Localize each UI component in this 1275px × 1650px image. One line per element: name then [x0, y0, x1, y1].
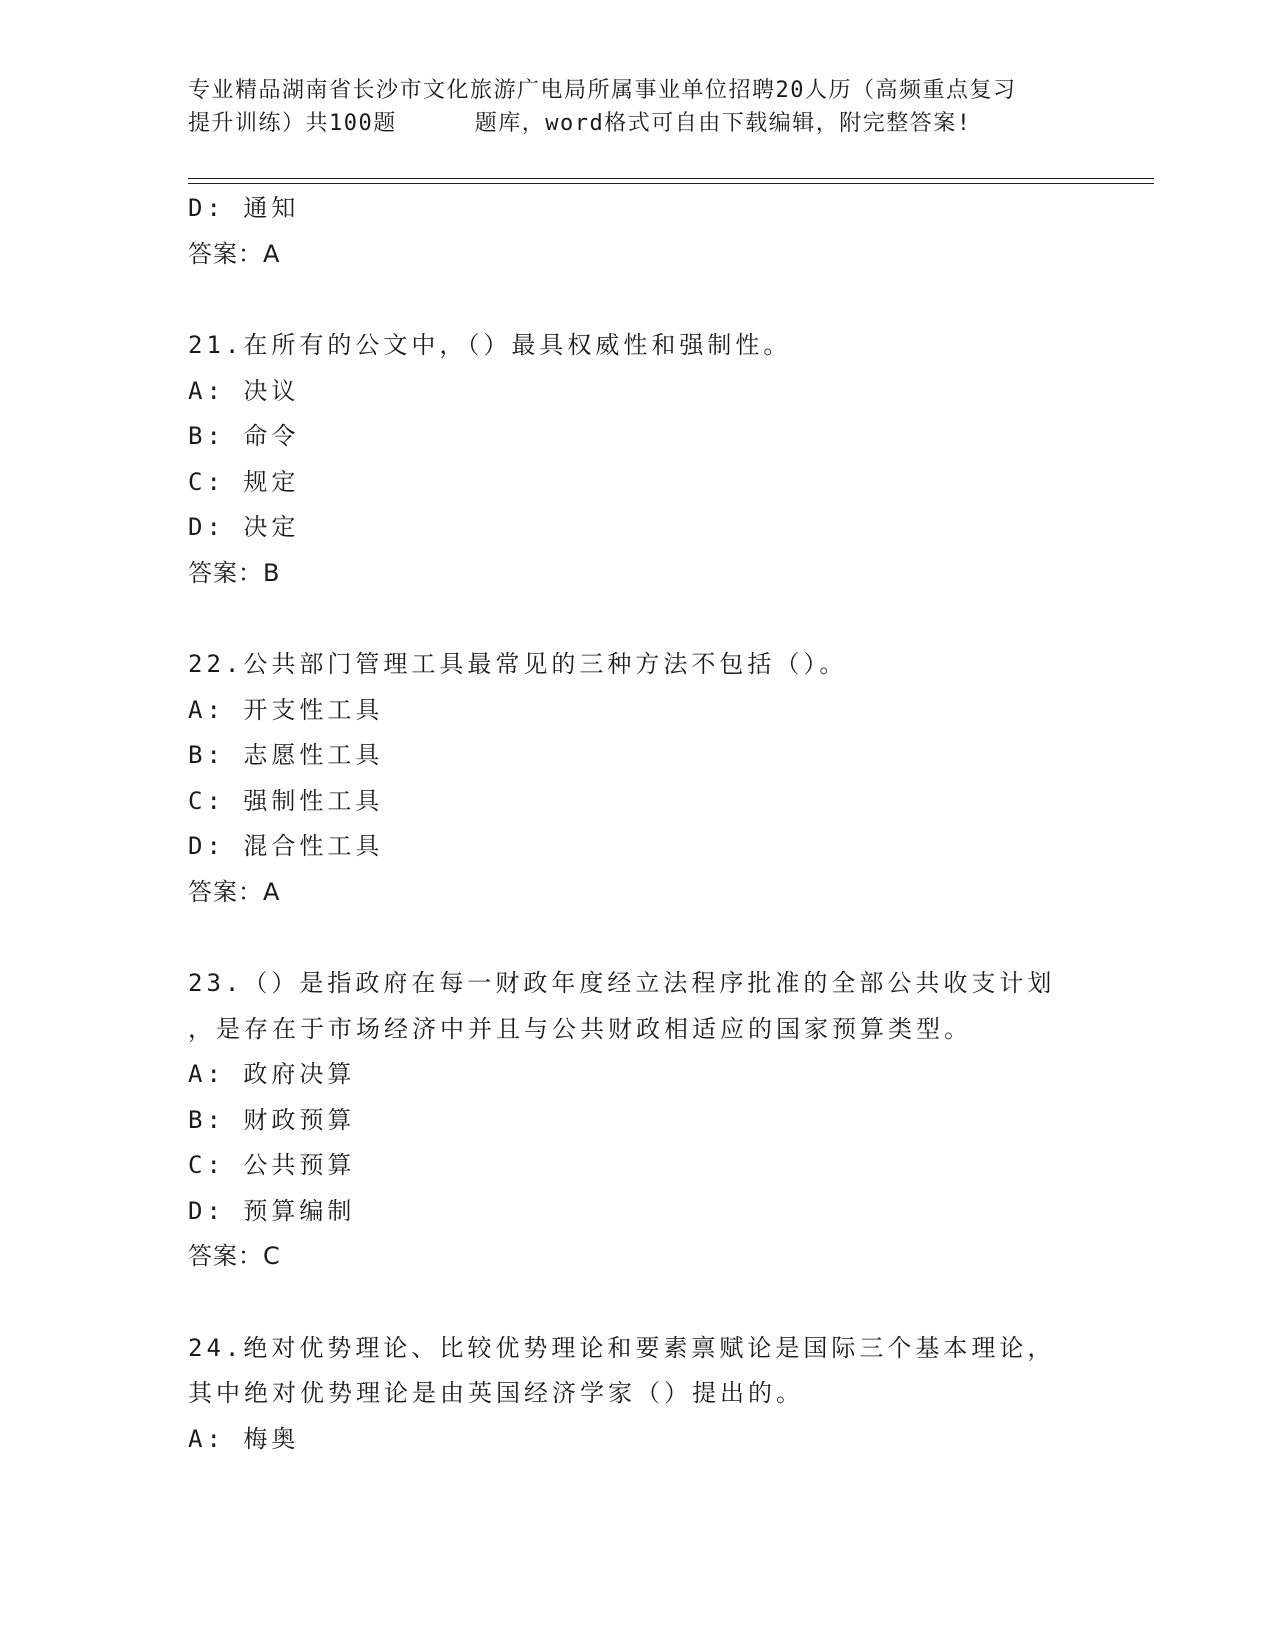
- option-a: A: 梅奥: [188, 1424, 300, 1453]
- option-d: D: 通知: [188, 194, 300, 222]
- option-c: C: 公共预算: [188, 1151, 356, 1179]
- option-d: D: 预算编制: [188, 1196, 356, 1225]
- question-stem-continued: 其中绝对优势理论是由英国经济学家（）提出的。: [188, 1379, 804, 1407]
- option-a: A: 政府决算: [188, 1060, 356, 1088]
- header-rule-top: [188, 178, 1154, 179]
- option-b: B: 财政预算: [188, 1105, 356, 1134]
- question-stem: 22.公共部门管理工具最常见的三种方法不包括（）。: [188, 650, 848, 678]
- option-c: C: 规定: [188, 467, 300, 496]
- answer: 答案：C: [188, 1242, 281, 1270]
- header-line-1: 专业精品湖南省长沙市文化旅游广电局所属事业单位招聘20人历（高频重点复习: [188, 78, 1017, 103]
- question-stem: 23.（）是指政府在每一财政年度经立法程序批准的全部公共收支计划: [188, 969, 1056, 997]
- option-c: C: 强制性工具: [188, 786, 384, 815]
- option-a: A: 决议: [188, 376, 300, 405]
- option-d: D: 决定: [188, 513, 300, 541]
- answer: 答案：A: [188, 877, 281, 906]
- question-stem-continued: ，是存在于市场经济中并且与公共财政相适应的国家预算类型。: [188, 1014, 972, 1043]
- question-stem: 21.在所有的公文中，（）最具权威性和强制性。: [188, 331, 792, 359]
- header-line-2: [188, 107, 1088, 140]
- answer: 答案：A: [188, 239, 281, 268]
- question-stem: 24.绝对优势理论、比较优势理论和要素禀赋论是国际三个基本理论，: [188, 1333, 1056, 1362]
- option-b: B: 志愿性工具: [188, 741, 384, 769]
- header-rule-bottom: [188, 183, 1154, 184]
- option-b: B: 命令: [188, 422, 300, 450]
- header-line-2-left: 提升训练）共100题: [188, 111, 397, 136]
- option-d: D: 混合性工具: [188, 832, 384, 860]
- document-header: [188, 74, 1088, 140]
- header-line-2-right: 题库，word格式可自由下载编辑，附完整答案!: [474, 111, 972, 136]
- question-list: [188, 186, 1088, 1462]
- answer: 答案：B: [188, 558, 281, 587]
- option-a: A: 开支性工具: [188, 695, 384, 724]
